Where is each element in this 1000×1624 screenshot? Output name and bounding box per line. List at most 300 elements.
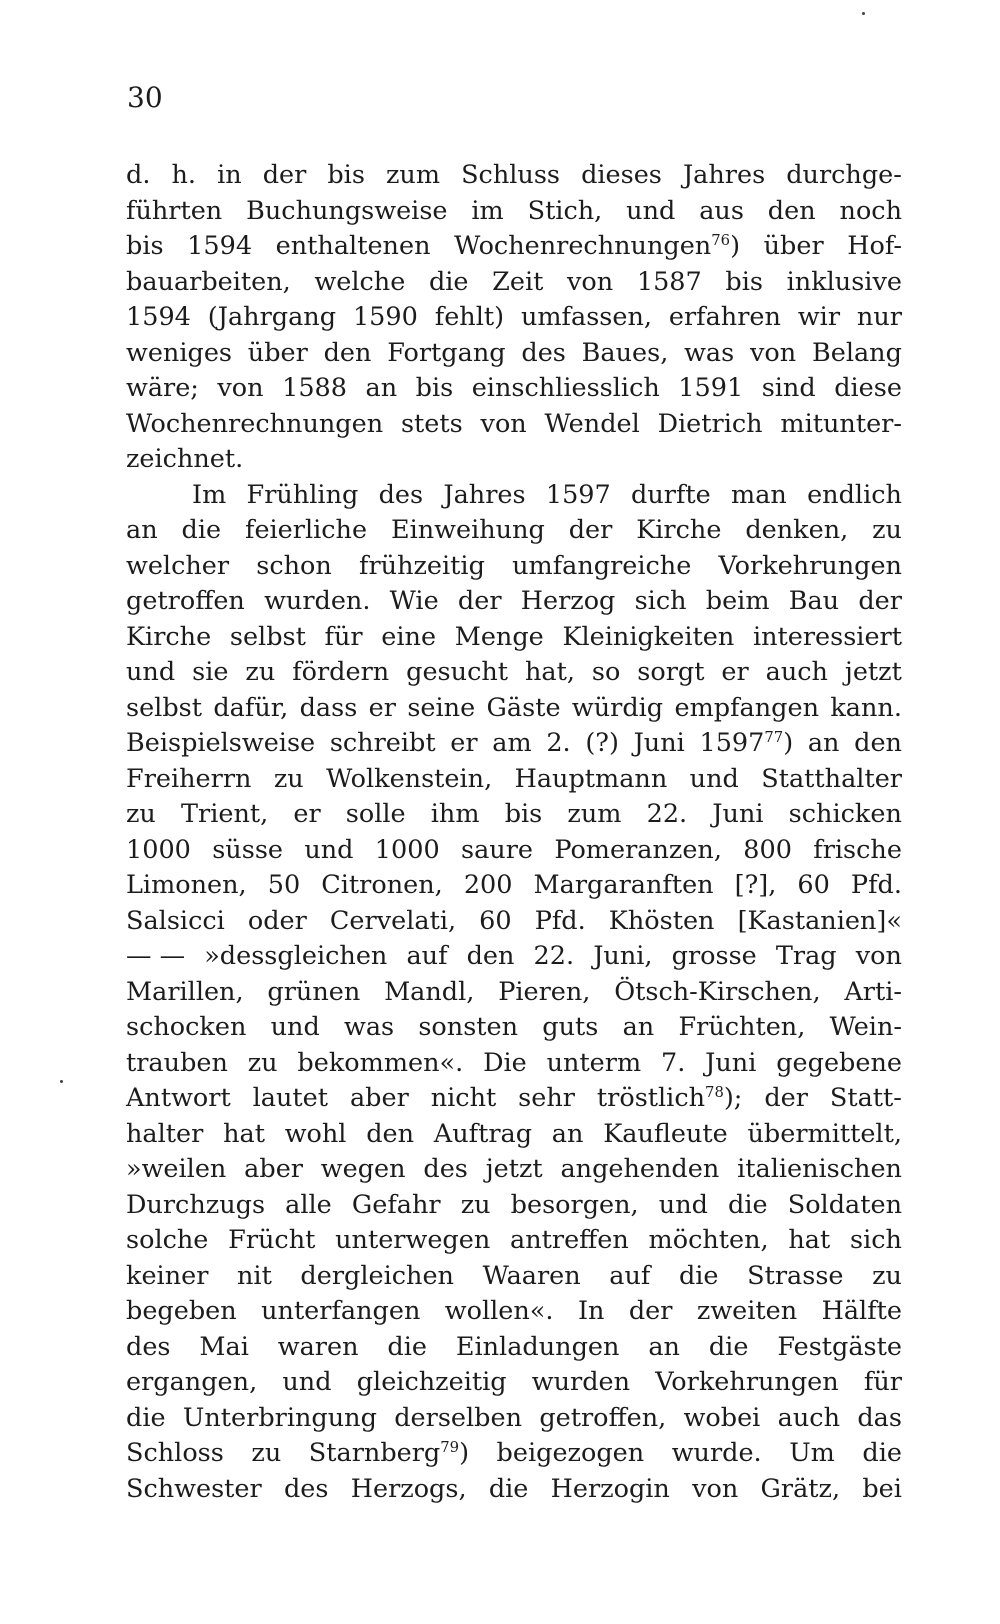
text-line (126, 1152, 902, 1188)
word: Jahres (682, 160, 766, 190)
word: Cervelati, (329, 905, 457, 936)
word: bekommen«. (297, 1047, 464, 1078)
word: und (626, 195, 676, 226)
word: auch (777, 1402, 840, 1433)
word: 60 (479, 905, 512, 936)
word: guts (542, 1012, 599, 1042)
text-line (126, 1081, 902, 1117)
word: zu (126, 799, 156, 829)
word: Wochenrechnungen$^{76}$) (454, 231, 741, 261)
word: der (262, 160, 307, 190)
word: Wie (389, 586, 439, 616)
word: zeichnet. (126, 444, 244, 474)
word: Juni (633, 728, 685, 758)
word: »weilen (126, 1154, 227, 1184)
word: Ötsch-Kirschen, (614, 976, 821, 1007)
word: Wein- (829, 1012, 902, 1042)
text-line (126, 371, 902, 407)
word: Waaren (482, 1260, 581, 1291)
word: welche (314, 266, 406, 297)
word: hat (788, 1225, 831, 1255)
word: würdig (571, 692, 664, 723)
text-line (126, 620, 902, 656)
word: 2. (546, 728, 571, 758)
word: frühzeitig (359, 550, 485, 581)
word: Wolkenstein, (326, 763, 493, 794)
word: dafür, (213, 692, 289, 723)
footnote-marker: 78 (705, 1083, 724, 1101)
word: was (344, 1012, 395, 1042)
word: alle (285, 1189, 332, 1220)
text-line (126, 513, 902, 549)
word: in (217, 160, 242, 190)
text-line (126, 549, 902, 585)
word: für (863, 1367, 902, 1397)
word: das (857, 1402, 902, 1433)
word: inklusive (786, 266, 902, 297)
word: Mai (199, 1331, 249, 1362)
word: »dessgleichen (204, 941, 388, 971)
word: Frühling (246, 479, 359, 510)
word: von (750, 337, 797, 368)
word: frische (813, 834, 902, 865)
word: beim (705, 586, 770, 616)
word: Zeit (492, 266, 544, 297)
word: des (126, 1331, 171, 1362)
word: man (731, 479, 787, 510)
word: den (854, 728, 902, 758)
word: 1594 (126, 302, 191, 332)
word: dergleichen (300, 1260, 454, 1291)
text-line (126, 1330, 902, 1366)
page-number: 30 (127, 81, 163, 114)
text-line (126, 584, 902, 620)
word: an (648, 1331, 680, 1362)
text-line (126, 833, 902, 869)
word: Margaranften (533, 870, 714, 900)
word: zum (385, 160, 441, 190)
text-line (126, 1259, 902, 1295)
word: angehenden (560, 1154, 720, 1184)
word: Einladungen (455, 1331, 620, 1362)
word: für (324, 621, 363, 652)
word: Bau (788, 586, 840, 616)
word: 200 (463, 870, 513, 900)
word: hat, (524, 657, 575, 687)
word: Pfd. (534, 905, 586, 936)
word: von (855, 941, 902, 971)
text-line (126, 939, 902, 975)
word: Vorkehrungen (718, 550, 902, 581)
word: von (567, 266, 614, 297)
word: einschliesslich (471, 373, 660, 403)
footnote-marker: 76 (711, 231, 731, 249)
word: In (577, 1296, 605, 1326)
text-line (126, 1010, 902, 1046)
word: sie (192, 657, 229, 687)
word: die (728, 1189, 768, 1220)
word: bauarbeiten, (126, 266, 291, 297)
text-line (126, 1188, 902, 1224)
word: trauben (126, 1047, 228, 1078)
body-text (126, 158, 902, 1507)
word: Auftrag (433, 1118, 533, 1149)
word: Dietrich (657, 408, 763, 439)
word: Frücht (228, 1225, 316, 1255)
text-line (126, 797, 902, 833)
word: die (387, 1331, 427, 1362)
word: Fortgang (387, 337, 506, 368)
word: auch (765, 657, 828, 687)
word: selbst (126, 692, 202, 723)
word: Beispielsweise (126, 728, 316, 758)
word: Schwester (126, 1473, 262, 1504)
word: wäre; (126, 373, 199, 403)
text-line (126, 442, 902, 478)
word: Durchzugs (126, 1189, 266, 1220)
word: am (492, 728, 532, 758)
word: Um (789, 1438, 835, 1468)
word: des (283, 1473, 329, 1504)
word: bis (415, 373, 454, 403)
word: umfassen, (520, 302, 652, 332)
text-line (126, 762, 902, 798)
word: bis (126, 231, 164, 261)
word: h. (171, 160, 197, 190)
word: 1591 (678, 373, 744, 403)
word: den (323, 337, 372, 368)
word: italienischen (737, 1154, 902, 1184)
word: zu (245, 657, 276, 687)
word: zu (273, 763, 304, 794)
word: feierliche (245, 515, 368, 545)
word: Juni, (593, 941, 653, 971)
word: so (591, 657, 621, 687)
word: antreffen (510, 1225, 629, 1255)
word: möchten, (648, 1225, 769, 1255)
word: die (181, 515, 222, 545)
word: erfahren (668, 302, 781, 332)
word: Herzogin (550, 1473, 670, 1504)
text-line (126, 1294, 902, 1330)
word: Salsicci (126, 905, 225, 936)
word: — — (126, 941, 186, 971)
word: süsse (212, 834, 283, 865)
word: zu (251, 1438, 282, 1468)
word: Die (483, 1047, 527, 1078)
word: fördern (292, 657, 390, 687)
paper-speck (862, 12, 865, 15)
word: Festgäste (777, 1331, 902, 1362)
footnote-marker: 79 (440, 1438, 460, 1456)
word: im (471, 195, 504, 226)
text-line (126, 194, 902, 230)
word: zum (567, 799, 622, 829)
word: und (270, 1012, 320, 1042)
word: zu (872, 1260, 902, 1291)
word: umfangreiche (512, 550, 692, 581)
word: der (457, 586, 502, 616)
word: wohl (284, 1118, 347, 1149)
word: stets (400, 408, 463, 439)
word: 7. (660, 1047, 686, 1078)
word: des (378, 479, 424, 510)
word: die (126, 1402, 166, 1433)
word: wurden (531, 1367, 631, 1397)
word: von (217, 373, 264, 403)
word: 800 (743, 834, 792, 865)
word: schocken (126, 1012, 247, 1042)
word: schreibt (329, 728, 436, 758)
word: den (767, 195, 816, 226)
word: Hof- (847, 231, 902, 261)
text-line (126, 726, 902, 762)
text-line (126, 336, 902, 372)
word: beigezogen (496, 1438, 645, 1468)
text-line (126, 300, 902, 336)
word: Freiherrn (126, 763, 252, 794)
word: (Jahrgang (207, 302, 337, 332)
word: schon (256, 550, 332, 581)
word: an (807, 728, 840, 758)
word: diese (834, 373, 902, 403)
word: gleichzeitig (356, 1367, 507, 1397)
word: Trient, (181, 799, 269, 829)
word: noch (839, 195, 902, 226)
word: Limonen, (126, 870, 247, 900)
word: mitunter- (780, 408, 902, 439)
word: er (450, 728, 478, 758)
word: 1597 (545, 479, 611, 510)
word: Buchungsweise (246, 195, 448, 226)
word: Vorkehrungen (655, 1367, 839, 1397)
text-line (126, 655, 902, 691)
text-line (126, 1117, 902, 1153)
text-line (126, 229, 902, 265)
word: enthaltenen (275, 231, 431, 261)
word: bis (725, 266, 763, 297)
paper-speck (60, 1080, 63, 1083)
word: sehr (518, 1083, 575, 1113)
text-line (126, 1401, 902, 1437)
word: Schloss (126, 1438, 224, 1468)
word: an (622, 1012, 655, 1042)
word: begeben (126, 1296, 237, 1326)
word: sich (634, 586, 687, 616)
word: über (247, 337, 308, 368)
text-line (126, 975, 902, 1011)
word: den (466, 941, 515, 971)
word: Grätz, (760, 1473, 841, 1504)
word: der (858, 586, 902, 616)
text-line (126, 478, 902, 514)
word: Pieren, (498, 976, 591, 1007)
text-line (126, 1436, 902, 1472)
word: interessiert (752, 621, 902, 652)
word: denken, (745, 515, 849, 545)
word: lautet (252, 1083, 329, 1113)
word: d. (126, 160, 151, 190)
word: die (428, 266, 469, 297)
word: Strasse (747, 1260, 844, 1291)
word: aber (244, 1154, 303, 1184)
word: Juni (705, 1047, 757, 1078)
word: wurde. (671, 1438, 762, 1468)
word: selbst (229, 621, 306, 652)
text-line (126, 407, 902, 443)
word: getroffen (126, 586, 245, 616)
text-line (126, 868, 902, 904)
word: Statt- (829, 1083, 902, 1113)
word: und (304, 834, 354, 865)
word: 1594 (187, 231, 253, 261)
word: grosse (671, 941, 757, 971)
word: zu (460, 1189, 491, 1220)
word: dieses (581, 160, 662, 190)
word: Gefahr (351, 1189, 441, 1220)
word: gegebene (776, 1047, 902, 1078)
footnote-marker: 77 (764, 728, 784, 746)
word: wurden. (264, 586, 371, 616)
word: 1588 (282, 373, 347, 403)
word: Gäste (486, 692, 561, 723)
word: endlich (807, 479, 902, 510)
word: nit (237, 1260, 272, 1291)
word: 60 (797, 870, 830, 900)
word: ihm (430, 799, 480, 829)
word: Herzog (520, 586, 616, 616)
word: von (692, 1473, 739, 1504)
word: schicken (788, 799, 902, 829)
word: Kleinigkeiten (562, 621, 735, 652)
word: Wochenrechnungen (126, 408, 384, 439)
word: an (126, 515, 158, 545)
word: die (862, 1438, 902, 1468)
word: derselben (394, 1402, 523, 1433)
word: Antwort (126, 1083, 231, 1113)
text-line (126, 1472, 902, 1508)
word: wir (797, 302, 841, 332)
word: wegen (320, 1154, 406, 1184)
word: Starnberg$^{79}$) (308, 1438, 470, 1468)
word: er (293, 799, 321, 829)
word: Einweihung (390, 515, 545, 545)
word: sonsten (418, 1012, 519, 1042)
word: wollen«. (444, 1296, 554, 1326)
word: (?) (585, 728, 619, 758)
word: solche (126, 1225, 209, 1255)
word: jetzt (485, 1154, 543, 1184)
word: unterfangen (261, 1296, 421, 1326)
word: seine (407, 692, 476, 723)
word: von (480, 408, 527, 439)
word: Statthalter (761, 763, 902, 794)
word: 1000 (126, 834, 191, 865)
word: den (366, 1118, 415, 1149)
word: 1590 (352, 302, 418, 332)
word: Kirche (636, 515, 722, 545)
word: eine (381, 621, 437, 652)
word: Menge (454, 621, 544, 652)
word: durchge- (786, 160, 902, 190)
word: Hauptmann (514, 763, 668, 794)
word: [Kastanien]« (737, 905, 902, 936)
word: Trag (775, 941, 837, 971)
word: waren (277, 1331, 359, 1362)
word: Arti- (844, 976, 902, 1007)
text-line (126, 1223, 902, 1259)
word: er (721, 657, 749, 687)
word: jetzt (844, 657, 902, 687)
text-line (126, 904, 902, 940)
word: Kaufleute (603, 1118, 728, 1149)
word: 22. (646, 799, 688, 829)
word: unterm (546, 1047, 642, 1078)
word: Marillen, (126, 976, 244, 1007)
word: aus (699, 195, 744, 226)
word: die (708, 1331, 749, 1362)
word: fehlt) (434, 302, 505, 332)
word: Stich, (527, 195, 603, 226)
word: des (423, 1154, 468, 1184)
word: die (488, 1473, 529, 1504)
word: Hälfte (821, 1296, 902, 1326)
word: bis (327, 160, 365, 190)
word: Mandl, (384, 976, 475, 1007)
word: saure (461, 834, 534, 865)
word: grünen (267, 976, 361, 1007)
word: durfte (631, 479, 711, 510)
word: was (684, 337, 735, 368)
word: Khösten (608, 905, 715, 936)
word: zweiten (696, 1296, 798, 1326)
word: Schluss (461, 160, 561, 190)
word: und (658, 1189, 708, 1220)
text-line (126, 265, 902, 301)
word: gesucht (406, 657, 509, 687)
word: solle (345, 799, 406, 829)
word: getroffen, (539, 1402, 667, 1433)
word: führten (126, 195, 223, 226)
word: ergangen, (126, 1367, 258, 1397)
word: dass (299, 692, 358, 723)
word: sorgt (637, 657, 705, 687)
word: aber (349, 1083, 409, 1113)
word: empfangen (674, 692, 819, 723)
word: wobei (683, 1402, 761, 1433)
word: sind (761, 373, 816, 403)
word: 50 (267, 870, 301, 900)
word: des (521, 337, 566, 368)
word: sich (849, 1225, 902, 1255)
word: Im (192, 479, 227, 510)
word: übermittelt, (747, 1118, 902, 1149)
word: Jahres (443, 479, 526, 510)
word: Früchten, (678, 1012, 806, 1042)
text-line (126, 691, 902, 727)
word: besorgen, (510, 1189, 639, 1220)
text-line (126, 158, 902, 194)
word: oder (247, 905, 307, 936)
word: 22. (533, 941, 575, 971)
word: weniges (126, 337, 232, 368)
word: der (568, 515, 613, 545)
word: die (678, 1260, 719, 1291)
word: Baues, (581, 337, 669, 368)
word: Juni (712, 799, 764, 829)
word: Belang (811, 337, 902, 368)
word: [?], (734, 870, 777, 900)
